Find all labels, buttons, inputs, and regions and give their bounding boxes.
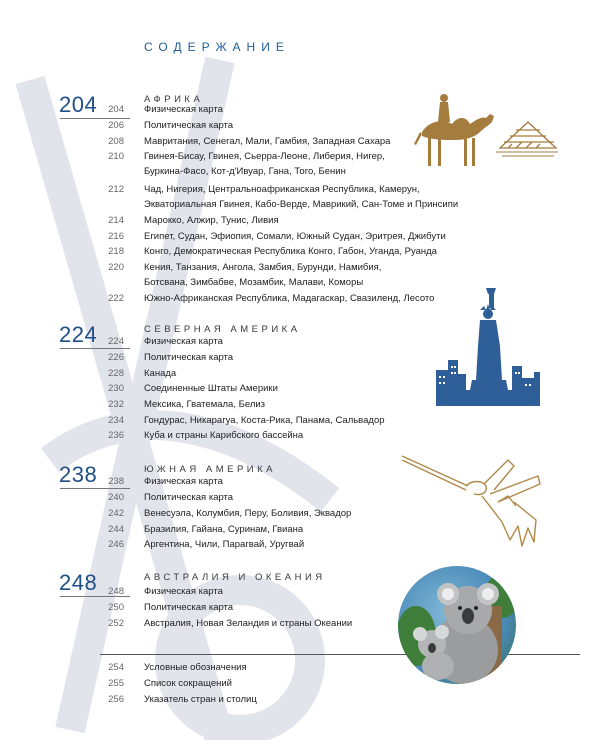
entry-title: Мексика, Гватемала, Белиз [144, 399, 266, 410]
entry-title: Мавритания, Сенегал, Мали, Гамбия, Западная Сахара [144, 136, 391, 147]
page-number: 216 [108, 231, 124, 242]
section-title: АФРИКА [144, 94, 204, 105]
entry-title: Конго, Демократическая Республика Конго, Габон, Уганда, Руанда [144, 246, 437, 257]
section-title: СЕВЕРНАЯ АМЕРИКА [144, 324, 301, 335]
page-number: 206 [108, 120, 124, 131]
entry-title: Указатель стран и столиц [144, 694, 257, 705]
page-number: 208 [108, 136, 124, 147]
section-divider [60, 118, 130, 119]
page-number: 248 [108, 586, 124, 597]
section-divider [60, 488, 130, 489]
section-title: АВСТРАЛИЯ И ОКЕАНИЯ [144, 572, 326, 583]
entry-title: Гвинея-Бисау, Гвинея, Сьерра-Леоне, Либерия, Нигер, [144, 151, 385, 162]
page-number: 212 [108, 184, 124, 195]
page-number: 246 [108, 539, 124, 550]
page-number: 255 [108, 678, 124, 689]
statue-of-liberty-illustration [432, 286, 542, 410]
page-number: 242 [108, 508, 124, 519]
page-number: 228 [108, 368, 124, 379]
page-number: 240 [108, 492, 124, 503]
entry-title: Марокко, Алжир, Тунис, Ливия [144, 215, 279, 226]
page-number: 234 [108, 415, 124, 426]
entry-title: Ботсвана, Зимбабве, Мозамбик, Малави, Коморы [144, 277, 364, 288]
entry-title: Австралия, Новая Зеландия и страны Океании [144, 618, 353, 629]
entry-title: Политическая карта [144, 602, 234, 613]
page-number: 254 [108, 662, 124, 673]
section-number: 224 [59, 322, 98, 347]
entry-title: Соединенные Штаты Америки [144, 383, 278, 394]
entry-title: Аргентина, Чили, Парагвай, Уругвай [144, 539, 305, 550]
page-number: 226 [108, 352, 124, 363]
entry-title: Бразилия, Гайана, Суринам, Гвиана [144, 524, 304, 535]
entry-title: Южно-Африканская Республика, Мадагаскар, Свазиленд, Лесото [144, 293, 435, 304]
section-divider [60, 348, 130, 349]
page-number: 256 [108, 694, 124, 705]
entry-title: Условные обозначения [144, 662, 247, 673]
entry-title: Политическая карта [144, 120, 234, 131]
page-number: 220 [108, 262, 124, 273]
entry-title: Куба и страны Карибского бассейна [144, 430, 304, 441]
entry-title: Физическая карта [144, 476, 223, 487]
page-number: 230 [108, 383, 124, 394]
page-number: 252 [108, 618, 124, 629]
section-number: 238 [59, 462, 98, 487]
page-number: 236 [108, 430, 124, 441]
koala-drawing [398, 566, 516, 684]
section-title: ЮЖНАЯ АМЕРИКА [144, 464, 276, 475]
page-number: 224 [108, 336, 124, 347]
koala-photo [398, 566, 516, 684]
entry-title: Политическая карта [144, 492, 234, 503]
camel-pyramid-illustration [408, 88, 558, 188]
entry-title: Кения, Танзания, Ангола, Замбия, Бурунди, Намибия, [144, 262, 382, 273]
page-number: 250 [108, 602, 124, 613]
page-number: 244 [108, 524, 124, 535]
entry-title: Египет, Судан, Эфиопия, Сомали, Южный Судан, Эритрея, Джибути [144, 231, 446, 242]
page-number: 238 [108, 476, 124, 487]
entry-title: Буркина-Фасо, Кот-д'Ивуар, Гана, Того, Бенин [144, 166, 346, 177]
entry-title: Чад, Нигерия, Центральноафриканская Республика, Камерун, [144, 184, 420, 195]
entry-title: Канада [144, 368, 177, 379]
page-number: 204 [108, 104, 124, 115]
entry-title: Список сокращений [144, 678, 232, 689]
page-number: 210 [108, 151, 124, 162]
section-number: 248 [59, 570, 98, 595]
entry-title: Гондурас, Никарагуа, Коста-Рика, Панама, Сальвадор [144, 415, 385, 426]
page-title: СОДЕРЖАНИЕ [144, 40, 290, 54]
page-number: 222 [108, 293, 124, 304]
section-number: 204 [59, 92, 98, 117]
entry-title: Физическая карта [144, 336, 223, 347]
entry-title: Политическая карта [144, 352, 234, 363]
page-number: 232 [108, 399, 124, 410]
nazca-hummingbird-illustration [398, 436, 558, 556]
entry-title: Физическая карта [144, 104, 223, 115]
entry-title: Экваториальная Гвинея, Кабо-Верде, Маврикий, Сан-Томе и Принсипи [144, 199, 459, 210]
entry-title: Физическая карта [144, 586, 223, 597]
entry-title: Венесуэла, Колумбия, Перу, Боливия, Эквадор [144, 508, 352, 519]
page-number: 218 [108, 246, 124, 257]
page-number: 214 [108, 215, 124, 226]
